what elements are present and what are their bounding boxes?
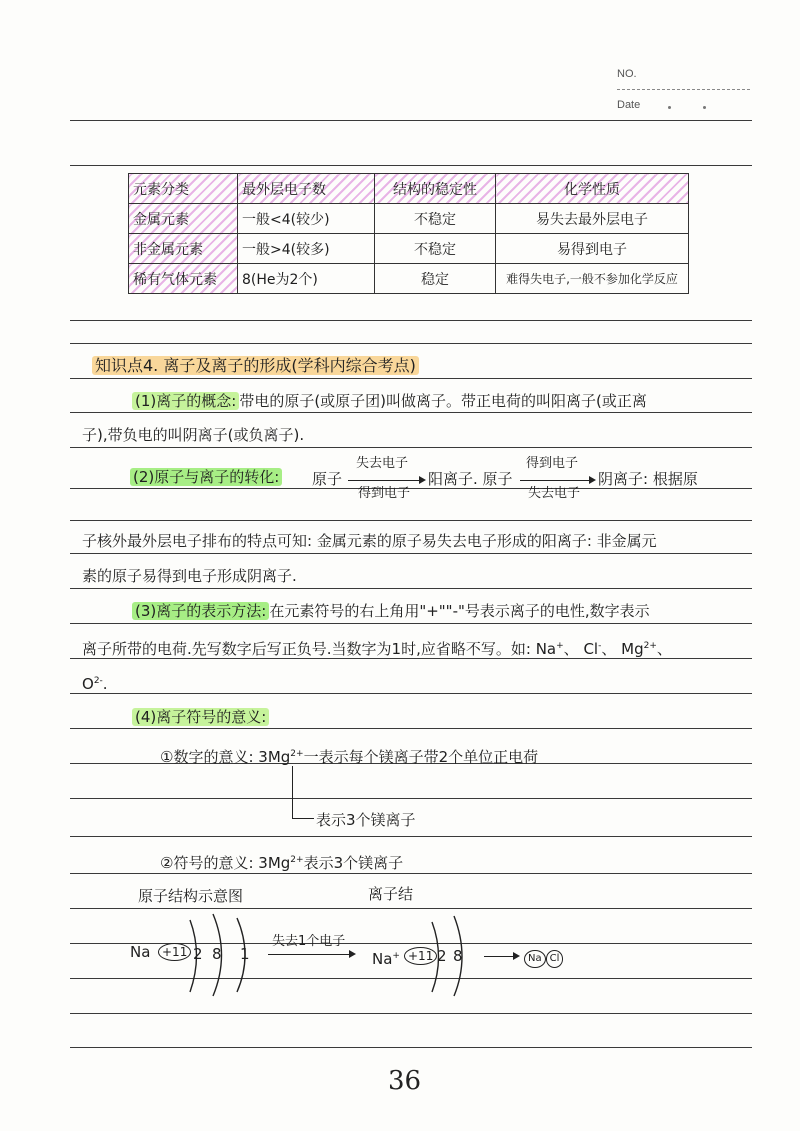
p2-arrow1-bottom: 得到电子 [358,486,411,501]
p2-arrow2-line [520,480,590,481]
p2-line2: 子核外最外层电子排布的特点可知: 金属元素的原子易失去电子形成的阳离子: 非金属元 [82,532,657,550]
p1-text: 带电的原子(或原子团)叫做离子。带正电荷的叫阳离子(或正离 [239,392,647,410]
section-title [92,356,419,376]
p4-item2-charge: 2+ [290,855,304,865]
ion-cl: Cl [583,640,599,658]
na-ion-charge: + [392,951,400,961]
na-nucleus: +11 [158,943,191,961]
table-cell: 难得失电子,一般不参加化学反应 [496,264,689,294]
ruled-line [70,553,752,554]
ruled-line [70,378,752,379]
p4-item2-suffix: 表示3个镁离子 [303,854,404,872]
p2-arrow2-head [589,476,596,484]
table-header-row [129,174,689,204]
na-ion-symbol: Na [372,950,393,968]
na-shell-2: 8 [212,945,222,963]
no-label: NO. [617,68,637,80]
table-cell: 不稳定 [375,204,496,234]
ion-o-charge: 2- [93,676,103,686]
p2-label-wrap [130,467,282,487]
table-cell: 易失去最外层电子 [496,204,689,234]
table-cell: 金属元素 [129,204,238,234]
table-cell: 8(He为2个) [238,264,375,294]
ruled-line [70,693,752,694]
p1-label: (1)离子的概念: [132,392,239,410]
na-ion-nucleus: +11 [404,947,437,965]
p3-line3: $O^{2-}$. [82,675,108,693]
p3-line2: 离子所带的电荷.先写数字后写正负号.当数字为1时,应省略不写。如: Na+、 Cl-、 $Mg^{2+}$、 [82,640,672,658]
p2-line3: 素的原子易得到电子形成阴离子. [82,567,297,585]
ion-na: Na [535,640,557,658]
final-na-circle: Na [524,950,546,968]
p2-arrow2-top: 得到电子 [526,456,579,471]
ruled-line [70,623,752,624]
na-ion-label [372,946,400,969]
final-cl-circle: Cl [546,950,564,968]
diagram-left-title: 原子结构示意图 [138,887,244,905]
ruled-line [70,1013,752,1014]
section-title-text: 知识点4. 离子及离子的形成(学科内综合考点) [92,356,419,375]
p4-item2 [160,850,403,873]
table-cell: 稀有气体元素 [129,264,238,294]
p2-arrow1-line [348,480,420,481]
table-header-cell: 化学性质 [496,174,689,204]
p3-label: (3)离子的表示方法: [132,602,269,620]
ion-mg: Mg [621,640,644,658]
table-cell: 一般<4(较少) [238,204,375,234]
table-row [129,264,689,294]
final-arrow-line [484,956,514,957]
p4-branch-vertical [292,766,293,818]
ruled-line [70,836,752,837]
ion-cl-charge: - [598,641,602,651]
lose-electron-arrow-head [349,950,356,958]
p4-label-wrap [132,707,269,727]
ruled-line [70,165,752,166]
table-cell: 非金属元素 [129,234,238,264]
p2-arrow1-top: 失去电子 [356,456,409,471]
p1-line2: 子),带负电的叫阴离子(或负离子). [82,426,305,444]
lose-electron-label: 失去1个电子 [272,934,346,949]
ruled-line [70,908,752,909]
na-shell-1: 2 [193,945,203,963]
final-arrow-head [513,952,520,960]
p3-line2-text: 离子所带的电荷.先写数字后写正负号.当数字为1时,应省略不写。如: [82,640,531,658]
date-dot [668,106,671,109]
p4-branch-text: 表示3个镁离子 [316,811,416,829]
p1-line1 [132,391,647,411]
p4-item1 [160,744,538,767]
ruled-line [70,728,752,729]
na-shell-3: 1 [240,945,250,963]
table-header-cell: 最外层电子数 [238,174,375,204]
date-label: Date [617,99,641,111]
final-symbols [524,946,563,968]
table-header-cell: 结构的稳定性 [375,174,496,204]
ruled-line [70,320,752,321]
lose-electron-arrow-line [268,954,350,955]
na-ion-shell-2: 8 [453,947,463,965]
table-row [129,234,689,264]
table-cell: 稳定 [375,264,496,294]
ruled-line [70,447,752,448]
ion-mg-charge: 2+ [643,641,657,651]
na-ion-electron-shells-arcs [420,912,480,998]
diagram-right-title: 离子结 [368,885,414,903]
ruled-line [70,873,752,874]
table-header-cell: 元素分类 [129,174,238,204]
ruled-line [70,588,752,589]
ruled-line [70,343,752,344]
page-number: 36 [388,1066,422,1096]
table-cell: 易得到电子 [496,234,689,264]
table-cell: 不稳定 [375,234,496,264]
p4-label: (4)离子符号的意义: [132,708,269,726]
ruled-line [70,520,752,521]
p2-arrow1-head [419,476,426,484]
ruled-line [70,412,752,413]
p2-cation: 阳离子. 原子 [428,470,513,488]
p2-label: (2)原子与离子的转化: [130,468,282,486]
ion-na-charge: + [556,641,564,651]
ion-o: O [82,675,94,693]
na-atom-label: Na [130,943,151,961]
p2-atom1: 原子 [312,470,343,488]
table-row [129,204,689,234]
element-classification-table [128,173,689,294]
table-cell: 一般>4(较多) [238,234,375,264]
p4-item1-prefix: ①数字的意义: 3Mg [160,748,291,766]
header-dashed-line [617,89,750,90]
p2-anion-tail: 阴离子: 根据原 [598,470,698,488]
p3-text: 在元素符号的右上角用"+""-"号表示离子的电性,数字表示 [269,602,650,620]
na-ion-shell-1: 2 [437,947,447,965]
date-dot [703,106,706,109]
ruled-line [70,1047,752,1048]
p4-item1-suffix: 一表示每个镁离子带2个单位正电荷 [303,748,539,766]
p3-line1 [132,601,650,621]
p4-item2-prefix: ②符号的意义: 3Mg [160,854,291,872]
p2-arrow2-bottom: 失去电子 [528,486,581,501]
na-electron-shells-arcs [175,912,265,998]
ruled-line [70,798,752,799]
ruled-line [70,978,752,979]
p4-item1-charge: 2+ [290,749,304,759]
p4-branch-horizontal [292,818,314,819]
ruled-line [70,120,752,121]
